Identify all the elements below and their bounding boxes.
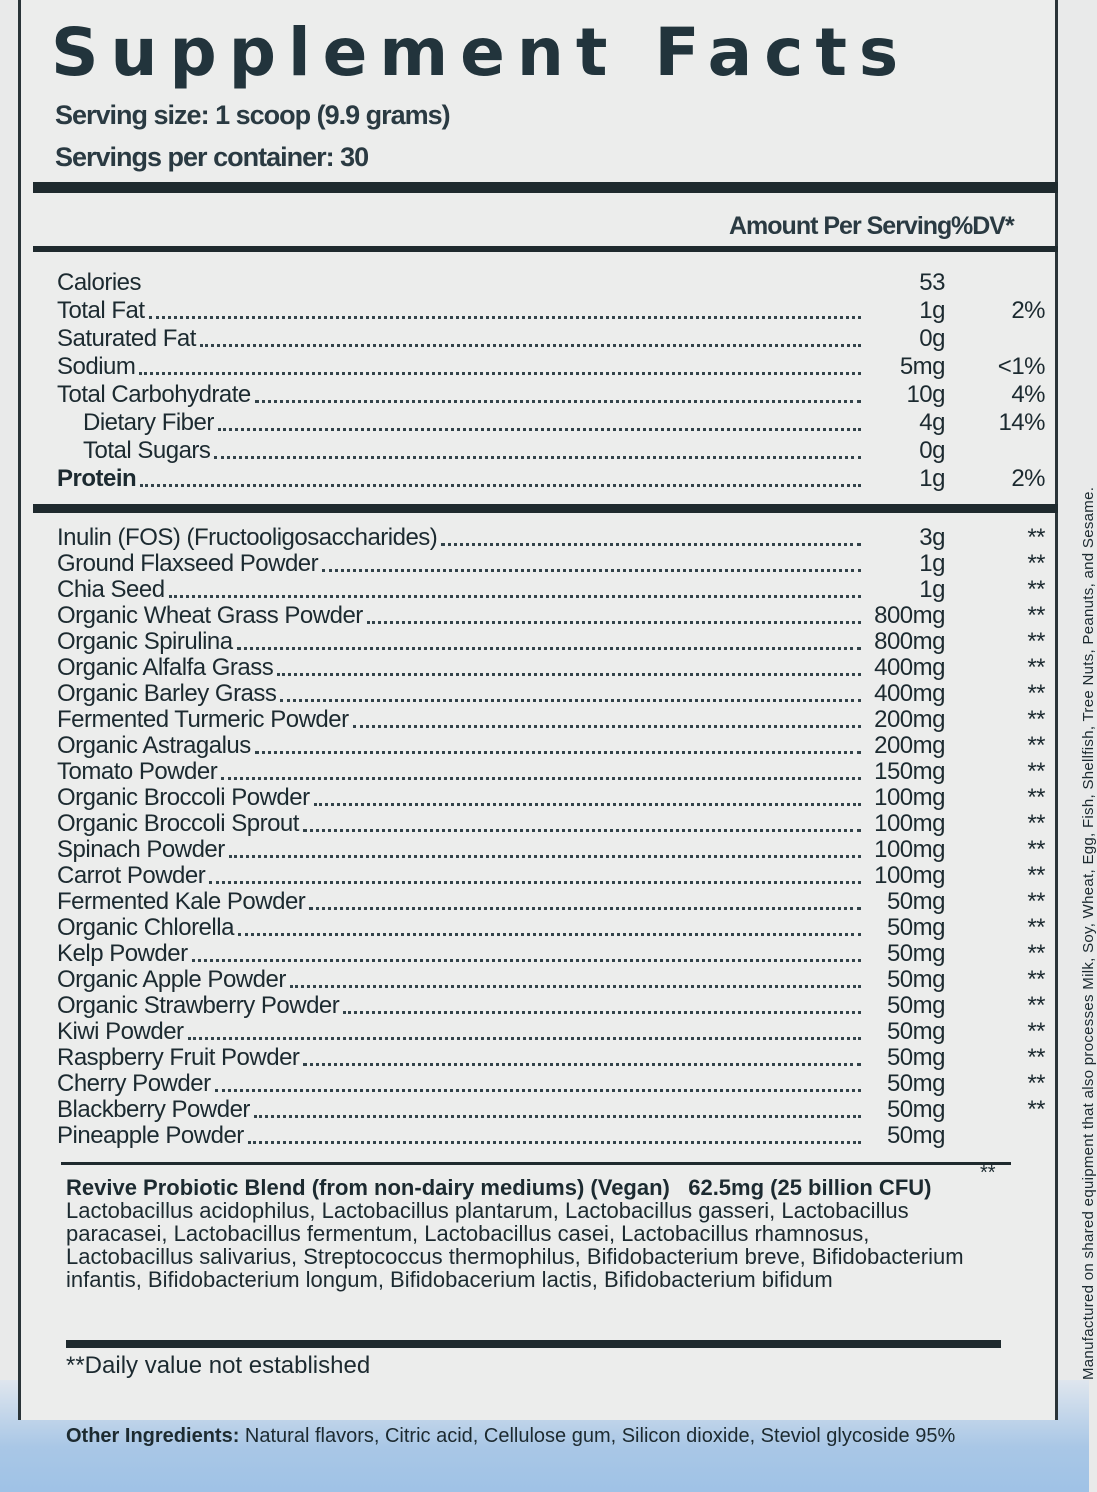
ingredient-row [57, 1071, 1049, 1098]
servings-per-container: Servings per container: 30 [55, 142, 369, 172]
dot-leader [215, 1088, 861, 1092]
row-name: Fermented Turmeric Powder [57, 706, 349, 733]
row-dv: ** [1027, 524, 1045, 551]
ingredient-row [57, 811, 1049, 838]
row-amount: 3g [919, 524, 945, 551]
daily-value-footnote: **Daily value not established [66, 1352, 371, 1379]
row-amount: 100mg [874, 836, 945, 863]
dot-leader [309, 906, 861, 910]
row-name: Fermented Kale Powder [57, 888, 306, 915]
ingredient-row [57, 707, 1049, 734]
row-name: Organic Spirulina [57, 628, 233, 655]
row-amount: 50mg [886, 1044, 945, 1071]
row-dv: ** [1027, 992, 1045, 1019]
ingredient-row [57, 577, 1049, 604]
dot-leader [441, 542, 861, 546]
row-amount: 100mg [874, 810, 945, 837]
ingredient-row [57, 1123, 1049, 1150]
row-dv: <1% [997, 353, 1045, 380]
dot-leader [169, 594, 861, 598]
nutrient-row [57, 270, 1049, 297]
row-name: Kelp Powder [57, 940, 188, 967]
header-rule [33, 246, 1058, 252]
dot-leader [322, 568, 861, 572]
ingredient-row [57, 967, 1049, 994]
row-name: Organic Chlorella [57, 914, 234, 941]
row-dv: ** [1027, 836, 1045, 863]
row-dv: ** [1027, 602, 1045, 629]
ingredient-row [57, 889, 1049, 916]
row-dv: ** [1027, 862, 1045, 889]
row-name: Organic Barley Grass [57, 680, 277, 707]
row-dv: 2% [1011, 297, 1045, 324]
row-dv: ** [1027, 1044, 1045, 1071]
row-amount: 0g [919, 325, 945, 352]
row-amount: 150mg [874, 758, 945, 785]
row-amount: 800mg [874, 628, 945, 655]
ingredient-row [57, 1045, 1049, 1072]
row-name: Tomato Powder [57, 758, 218, 785]
row-name: Organic Astragalus [57, 732, 251, 759]
row-name: Pineapple Powder [57, 1122, 244, 1149]
ingredient-row [57, 759, 1049, 786]
ingredient-row [57, 629, 1049, 656]
dot-leader [277, 672, 861, 676]
row-name: Kiwi Powder [57, 1018, 184, 1045]
row-amount: 5mg [899, 353, 945, 380]
row-name: Organic Broccoli Powder [57, 784, 310, 811]
dot-leader [192, 958, 861, 962]
nutrient-row [57, 466, 1049, 493]
row-dv: ** [1027, 966, 1045, 993]
dot-leader [209, 880, 861, 884]
row-amount: 10g [906, 381, 945, 408]
probiotic-heading: Revive Probiotic Blend (from non-dairy mediums) (Vegan) [66, 1175, 670, 1200]
dot-leader [303, 1062, 861, 1066]
row-amount: 0g [919, 437, 945, 464]
row-dv: ** [1027, 706, 1045, 733]
panel-title: Supplement Facts [51, 14, 911, 91]
row-name: Total Fat [57, 297, 145, 324]
dot-leader [303, 828, 861, 832]
row-amount: 53 [919, 269, 945, 296]
row-amount: 50mg [886, 992, 945, 1019]
row-name: Calories [57, 269, 142, 296]
row-name: Raspberry Fruit Powder [57, 1044, 300, 1071]
ingredient-row [57, 733, 1049, 760]
row-dv: ** [1027, 1070, 1045, 1097]
row-name: Cherry Powder [57, 1070, 211, 1097]
row-dv: ** [1027, 914, 1045, 941]
row-name: Blackberry Powder [57, 1096, 250, 1123]
row-amount: 200mg [874, 706, 945, 733]
probiotic-rule [61, 1162, 1011, 1165]
row-amount: 50mg [886, 940, 945, 967]
row-name: Ground Flaxseed Powder [57, 550, 319, 577]
nutrient-row [57, 354, 1049, 381]
dv-header: %DV* [951, 212, 1014, 240]
ingredient-row [57, 681, 1049, 708]
row-name: Inulin (FOS) (Fructooligosaccharides) [57, 524, 438, 551]
footnote-rule [66, 1340, 1001, 1348]
allergen-statement: Manufactured on shared equipment that also processes Milk, Soy, Wheat, Egg, Fish, Shellfish, Tree Nuts, Peanuts, and Sesame. [1080, 486, 1097, 1380]
amount-per-serving-header: Amount Per Serving [729, 212, 952, 240]
ingredient-row [57, 993, 1049, 1020]
row-amount: 50mg [886, 1122, 945, 1149]
probiotic-dv: ** [980, 1162, 996, 1184]
dot-leader [254, 1114, 861, 1118]
row-amount: 400mg [874, 680, 945, 707]
row-dv: ** [1027, 1096, 1045, 1123]
row-name: Protein [57, 465, 137, 492]
probiotic-strains: Lactobacillus acidophilus, Lactobacillus plantarum, Lactobacillus gasseri, Lactobacillus paracasei, Lactobacillus fermentum, Lactobacillus casei, Lactobacillus rhamnosus, Lactobacillus salivarius, Streptococcus thermophilus, Bifidobacterium breve, Bifidobacterium infantis, Bifidobacterium longum, Bifidobacerium lactis, Bifidobacterium bifidum [66, 1198, 964, 1292]
row-amount: 50mg [886, 1096, 945, 1123]
row-name: Total Sugars [83, 437, 211, 464]
dot-leader [343, 1010, 861, 1014]
row-dv: ** [1027, 628, 1045, 655]
row-name: Saturated Fat [57, 325, 196, 352]
row-amount: 1g [919, 465, 945, 492]
row-dv: ** [1027, 1018, 1045, 1045]
row-name: Organic Apple Powder [57, 966, 286, 993]
row-name: Organic Broccoli Sprout [57, 810, 299, 837]
ingredient-row [57, 941, 1049, 968]
row-name: Carrot Powder [57, 862, 206, 889]
row-amount: 400mg [874, 654, 945, 681]
dot-leader [229, 854, 861, 858]
row-amount: 1g [919, 297, 945, 324]
ingredient-row [57, 1097, 1049, 1124]
other-ingredients-label: Other Ingredients: [66, 1425, 240, 1447]
ingredient-row [57, 603, 1049, 630]
ingredient-row [57, 655, 1049, 682]
dot-leader [248, 1140, 861, 1144]
ingredient-row [57, 1019, 1049, 1046]
row-amount: 1g [919, 576, 945, 603]
row-dv: ** [1027, 784, 1045, 811]
ingredient-row [57, 837, 1049, 864]
dot-leader [237, 646, 861, 650]
row-name: Spinach Powder [57, 836, 225, 863]
probiotic-blend [66, 1176, 966, 1291]
row-dv: ** [1027, 732, 1045, 759]
nutrient-row [57, 382, 1049, 409]
nutrient-row [57, 298, 1049, 325]
dot-leader [145, 290, 861, 291]
row-amount: 50mg [886, 1018, 945, 1045]
ingredient-row [57, 551, 1049, 578]
row-dv: 2% [1011, 465, 1045, 492]
row-amount: 50mg [886, 1070, 945, 1097]
dot-leader [314, 802, 861, 806]
row-dv: 4% [1011, 381, 1045, 408]
serving-size: Serving size: 1 scoop (9.9 grams) [55, 100, 450, 130]
row-name: Organic Alfalfa Grass [57, 654, 274, 681]
dot-leader [238, 932, 861, 936]
row-amount: 4g [919, 409, 945, 436]
row-dv: ** [1027, 576, 1045, 603]
row-name: Dietary Fiber [83, 409, 214, 436]
top-rule [33, 182, 1058, 193]
row-name: Organic Strawberry Powder [57, 992, 340, 1019]
other-ingredients-text: Natural flavors, Citric acid, Cellulose gum, Silicon dioxide, Steviol glycoside 95% [239, 1425, 956, 1447]
dot-leader [214, 455, 861, 459]
row-amount: 800mg [874, 602, 945, 629]
row-amount: 100mg [874, 784, 945, 811]
dot-leader [353, 724, 861, 728]
row-name: Organic Wheat Grass Powder [57, 602, 363, 629]
dot-leader [367, 620, 861, 624]
dot-leader [200, 343, 861, 347]
other-ingredients [66, 1425, 955, 1448]
row-amount: 50mg [886, 914, 945, 941]
dot-leader [255, 399, 861, 403]
row-amount: 200mg [874, 732, 945, 759]
dot-leader [188, 1036, 861, 1040]
row-dv: ** [1027, 940, 1045, 967]
ingredient-row [57, 863, 1049, 890]
nutrient-row [57, 326, 1049, 353]
ingredient-row [57, 785, 1049, 812]
row-amount: 50mg [886, 966, 945, 993]
dot-leader [140, 483, 861, 487]
row-dv: ** [1027, 758, 1045, 785]
dot-leader [221, 776, 861, 780]
dot-leader [255, 750, 861, 754]
ingredient-row [57, 525, 1049, 552]
row-dv: ** [1027, 550, 1045, 577]
dot-leader [139, 371, 861, 375]
row-amount: 1g [919, 550, 945, 577]
row-dv: 14% [998, 409, 1045, 436]
dot-leader [290, 984, 861, 988]
row-dv: ** [1027, 654, 1045, 681]
nutrient-row [57, 438, 1049, 465]
dot-leader [218, 427, 861, 431]
probiotic-amount: 62.5mg (25 billion CFU) [688, 1175, 932, 1200]
row-dv: ** [1027, 888, 1045, 915]
row-name: Sodium [57, 353, 136, 380]
row-amount: 50mg [886, 888, 945, 915]
row-dv: ** [1027, 810, 1045, 837]
row-dv: ** [1027, 680, 1045, 707]
row-name: Total Carbohydrate [57, 381, 251, 408]
dot-leader [149, 315, 861, 319]
dot-leader [280, 698, 861, 702]
nutrient-row [57, 410, 1049, 437]
nutrient-rule [33, 504, 1058, 513]
row-amount: 100mg [874, 862, 945, 889]
ingredient-row [57, 915, 1049, 942]
row-name: Chia Seed [57, 576, 165, 603]
